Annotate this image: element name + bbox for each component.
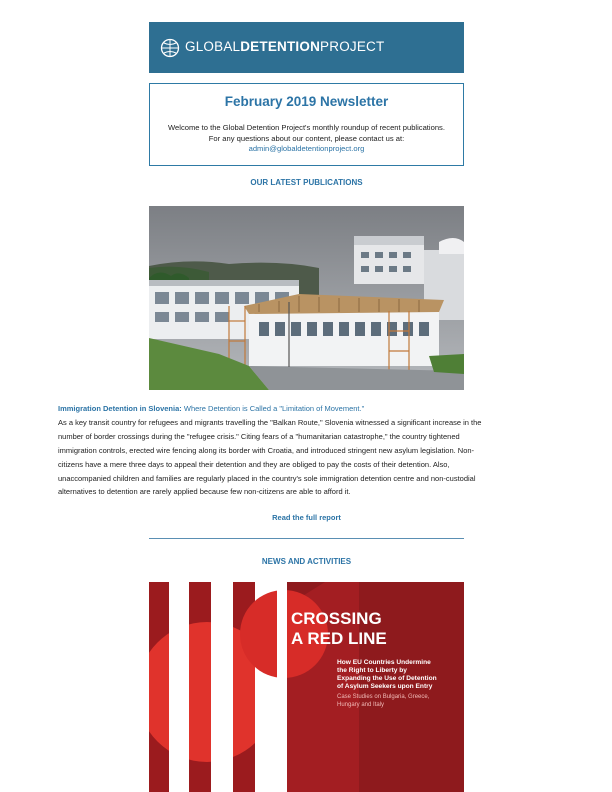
report-title-line-1: CROSSING [291, 609, 382, 628]
newsletter-title: February 2019 Newsletter [224, 94, 389, 109]
report-title-line-2: A RED LINE [291, 629, 387, 648]
globe-icon [160, 38, 180, 58]
section-divider [149, 538, 464, 539]
newsletter-intro-box [149, 83, 464, 166]
report-subtitle-line-2: the Right to Liberty by [337, 667, 407, 674]
contact-email-link[interactable]: admin@globaldetentionproject.org [248, 144, 365, 153]
article-body: As a key transit country for refugees and migrants travelling the "Balkan Route," Slovenia witnessed a significant increase in the number of border crossings during the "refugee crisis." Citing fears of a "humanitarian catastrophe," the country tightened immigration controls, erected wire fencing along its border with Croatia, and introduced stringent new asylum legislation. Non-citizens have a mere three days to appeal their detention and they are obliged to pay the costs of their detention. Also, unaccompanied children and families are regularly placed in the country's sole immigration detention centre and non-custodial alternatives to detention are rarely applied because few non-citizens are able to afford it. [58, 417, 482, 497]
report-subtitle-line-3: Expanding the Use of Detention [337, 675, 437, 682]
publications-heading: OUR LATEST PUBLICATIONS [250, 178, 363, 187]
logo-wordmark[interactable]: GLOBALDETENTIONPROJECT [185, 39, 385, 54]
article-text [58, 402, 482, 499]
article-photo[interactable] [149, 206, 464, 390]
report-subtitle-line-1: How EU Countries Undermine [337, 659, 431, 666]
report-subtitle-line-4: of Asylum Seekers upon Entry [337, 683, 433, 690]
report-caption-line-1: Case Studies on Bulgaria, Greece, [337, 694, 430, 700]
header-banner [149, 22, 464, 73]
news-heading: NEWS AND ACTIVITIES [261, 557, 352, 566]
read-full-report-link[interactable]: Read the full report [272, 513, 341, 522]
newsletter-intro-line-1: Welcome to the Global Detention Project's monthly roundup of recent publications. [168, 123, 445, 132]
report-caption-line-2: Hungary and Italy [337, 702, 385, 708]
article-lead-subtitle[interactable]: Where Detention is Called a "Limitation of Movement." [183, 404, 365, 413]
article-lead-title[interactable]: Immigration Detention in Slovenia: [58, 404, 182, 413]
report-cover-image[interactable] [149, 582, 464, 792]
newsletter-intro-line-2: For any questions about our content, please contact us at: [208, 133, 405, 143]
